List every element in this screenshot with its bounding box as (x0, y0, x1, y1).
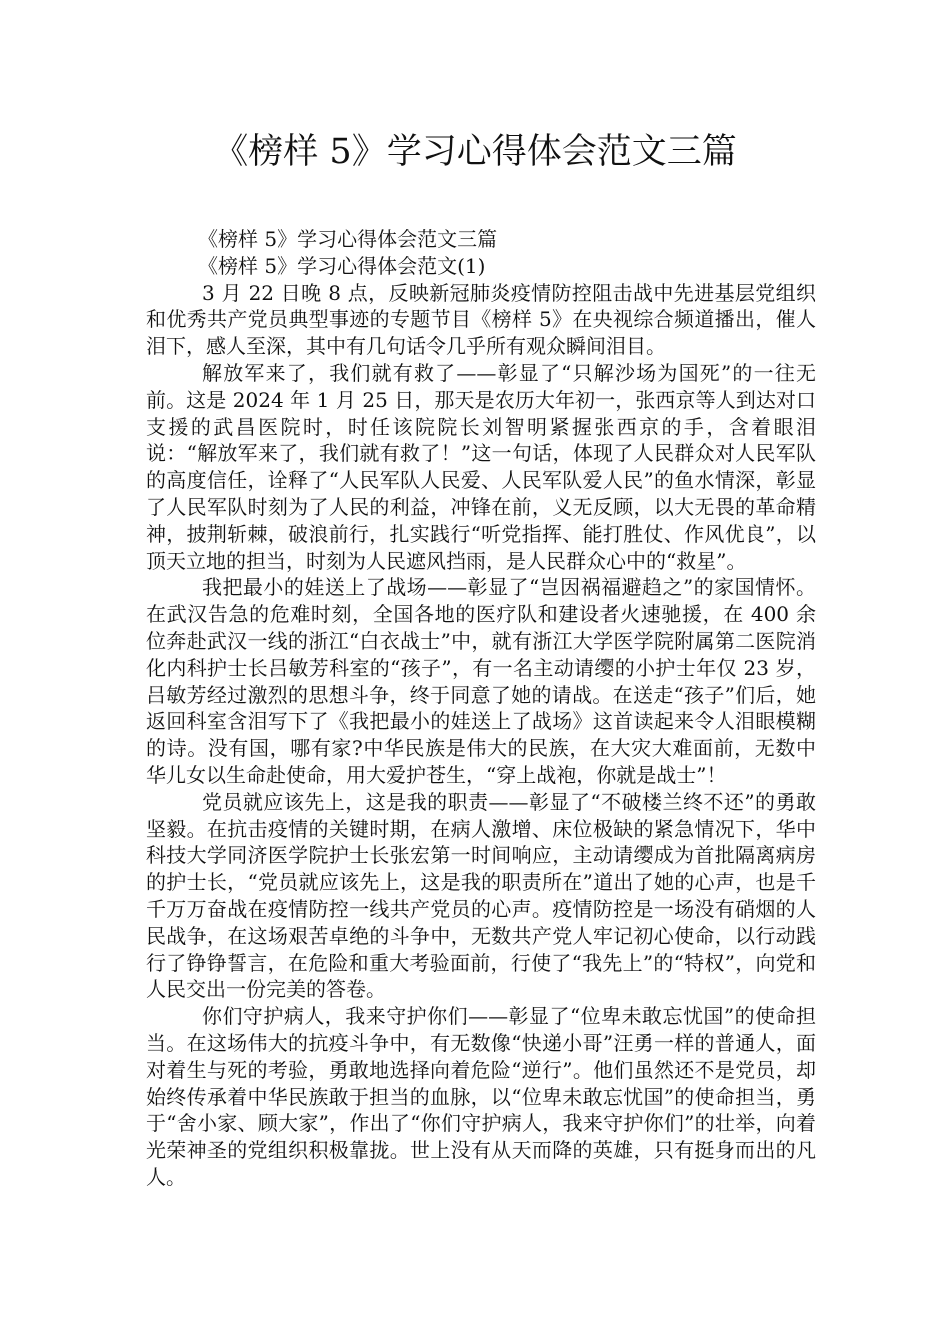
paragraph-guardians: 你们守护病人，我来守护你们——彰显了“位卑未敢忘忧国”的使命担当。在这场伟大的抗疫斗争中，有无数像“快递小哥”汪勇一样的普通人，面对着生与死的考验，勇敢地选择向着危险“逆行”。他们虽然还不是党员，却始终传承着中华民族敢于担当的血脉，以“位卑未敢忘忧国”的使命担当，勇于“舍小家、顾大家”，作出了“你们守护病人，我来守护你们”的壮举，向着光荣神圣的党组织积极靠拢。世上没有从天而降的英雄，只有挺身而出的凡人。 (146, 1004, 816, 1189)
paragraph-intro: 3 月 22 日晚 8 点，反映新冠肺炎疫情防控阻击战中先进基层党组织和优秀共产党员典型事迹的专题节目《榜样 5》在央视综合频道播出，催人泪下，感人至深，其中有几句话令几乎所有观众瞬间泪目。 (146, 280, 816, 359)
subheading-essay-1: 《榜样 5》学习心得体会范文(1) (198, 253, 486, 278)
subheading-collection-title: 《榜样 5》学习心得体会范文三篇 (198, 227, 498, 251)
document-body (146, 226, 816, 1191)
paragraph-youngest-child: 我把最小的娃送上了战场——彰显了“岂因祸福避趋之”的家国情怀。在武汉告急的危难时刻，全国各地的医疗队和建设者火速驰援，在 400 余位奔赴武汉一线的浙江“白衣战士”中，就有浙江大学医学院附属第二医院消化内科护士长吕敏芳科室的“孩子”，有一名主动请缨的小护士年仅 23 岁，吕敏芳经过激烈的思想斗争，终于同意了她的请战。在送走“孩子”们后，她返回科室含泪写下了《我把最小的娃送上了战场》这首读起来令人泪眼模糊的诗。没有国，哪有家?中华民族是伟大的民族，在大灾大难面前，无数中华儿女以生命赴使命，用大爱护苍生，“穿上战袍，你就是战士”！ (146, 575, 816, 787)
paragraph-pla: 解放军来了，我们就有救了——彰显了“只解沙场为国死”的一往无前。这是 2024 年 1 月 25 日，那天是农历大年初一，张西京等人到达对口支援的武昌医院时，时任该院院长刘智明紧握张西京的手，含着眼泪说：“解放军来了，我们就有救了！”这一句话，体现了人民群众对人民军队的高度信任，诠释了“人民军队人民爱、人民军队爱人民”的鱼水情深，彰显了人民军队时刻为了人民的利益，冲锋在前，义无反顾，以大无畏的革命精神，披荆斩棘，破浪前行，扎实践行“听党指挥、能打胜仗、作风优良”，以顶天立地的担当，时刻为人民遮风挡雨，是人民群众心中的“救星”。 (146, 360, 816, 573)
paragraph-party-member: 党员就应该先上，这是我的职责——彰显了“不破楼兰终不还”的勇敢坚毅。在抗击疫情的关键时期，在病人激增、床位极缺的紧急情况下，华中科技大学同济医学院护士长张宏第一时间响应，主动请缨成为首批隔离病房的护士长，“党员就应该先上，这是我的职责所在”道出了她的心声，也是千千万万奋战在疫情防控一线共产党员的心声。疫情防控是一场没有硝烟的人民战争，在这场艰苦卓绝的斗争中，无数共产党人牢记初心使命，以行动践行了铮铮誓言，在危险和重大考验面前，行使了“我先上”的“特权”，向党和人民交出一份完美的答卷。 (146, 789, 816, 1002)
document-title: 《榜样 5》学习心得体会范文三篇 (213, 132, 737, 172)
